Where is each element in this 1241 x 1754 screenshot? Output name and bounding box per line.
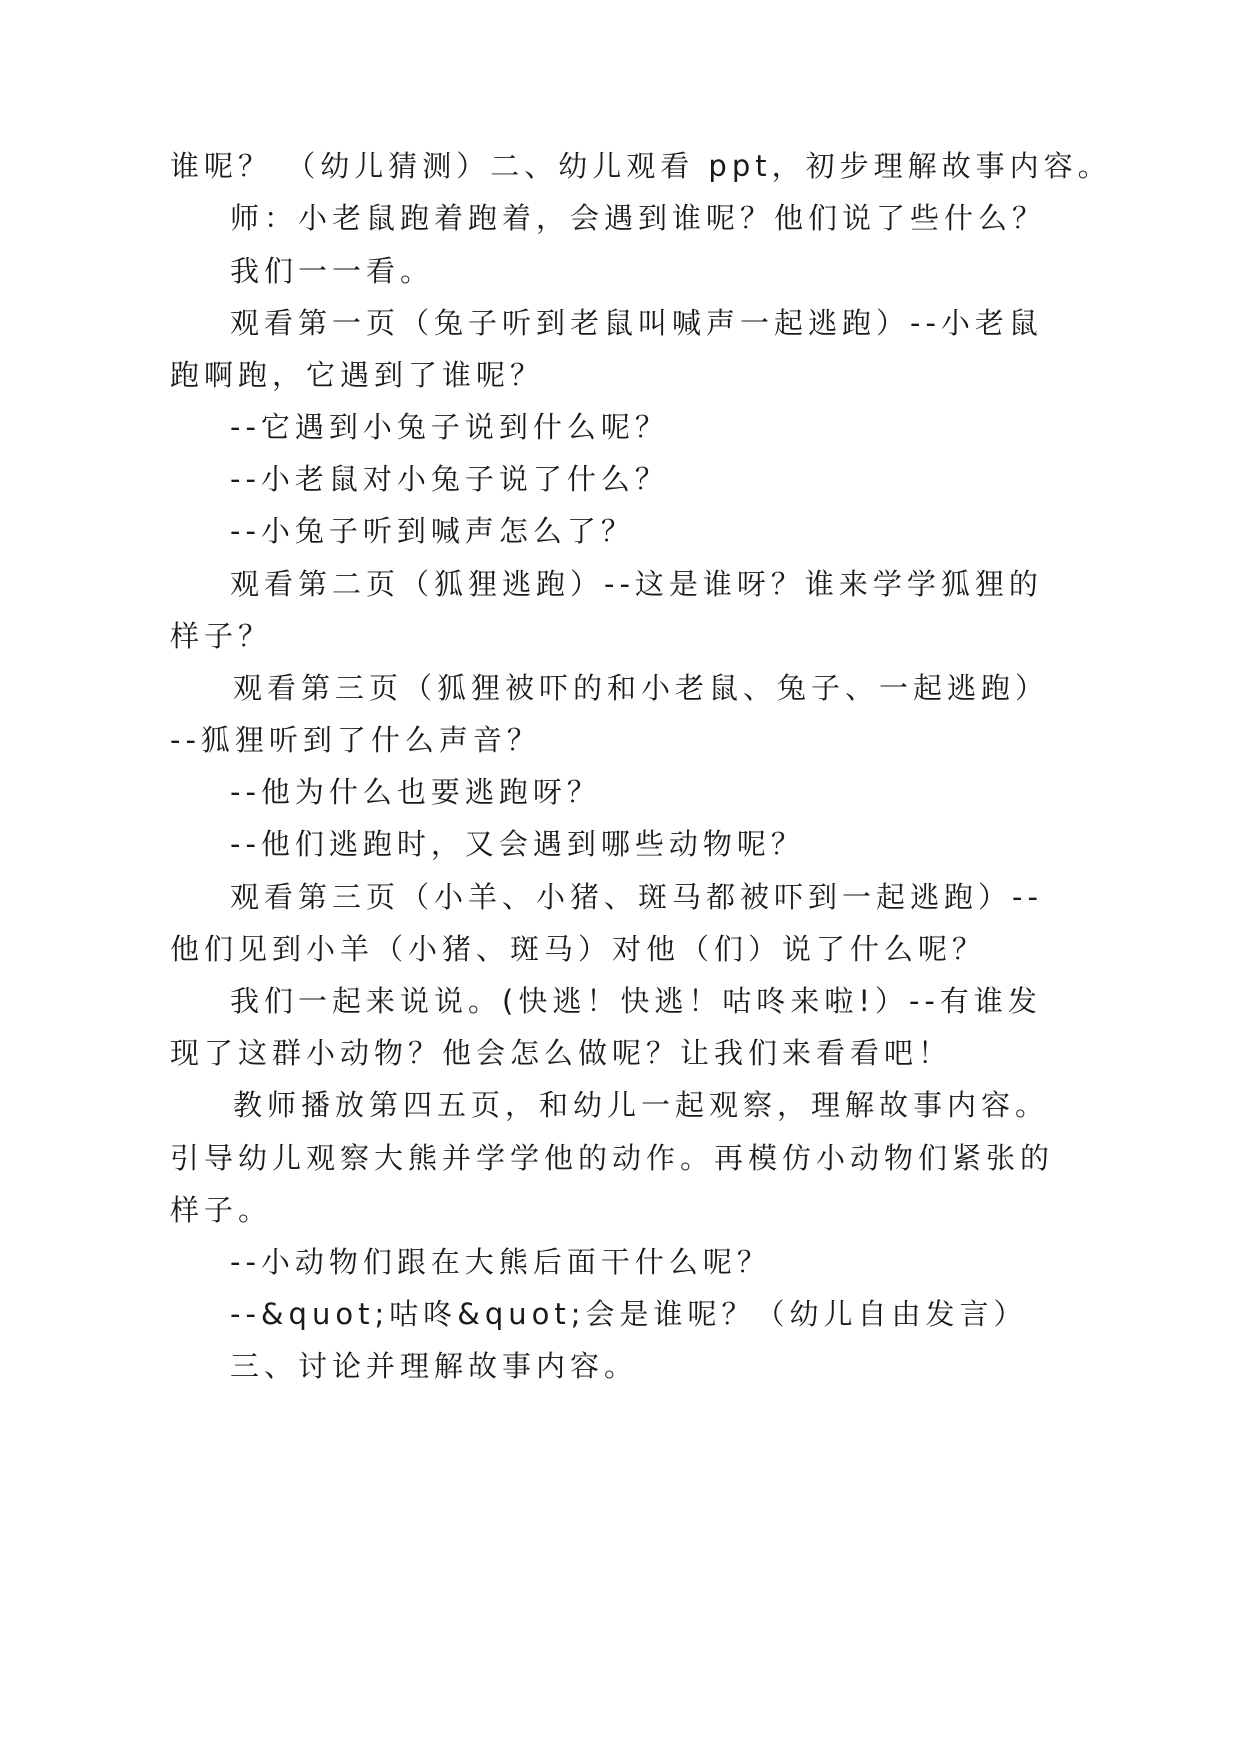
text-line-24: 三、讨论并理解故事内容。 (230, 1349, 639, 1383)
text-line-18: 现了这群小动物？他会怎么做呢？让我们来看看吧！ (170, 1036, 953, 1070)
text-line-16: 他们见到小羊（小猪、斑马）对他（们）说了什么呢？ (170, 932, 987, 966)
text-line-12: --狐狸听到了什么声音？ (170, 723, 541, 757)
text-line-22: --小动物们跟在大熊后面干什么呢？ (230, 1245, 771, 1279)
text-line-17: 我们一起来说说。(快逃！快逃！咕咚来啦!）--有谁发 (230, 984, 1042, 1018)
text-line-20: 引导幼儿观察大熊并学学他的动作。再模仿小动物们紧张的 (170, 1141, 1055, 1175)
text-line-6: --它遇到小兔子说到什么呢？ (230, 410, 669, 444)
text-line-2: 师：小老鼠跑着跑着，会遇到谁呢？他们说了些什么？ (230, 201, 1047, 235)
text-line-5: 跑啊跑，它遇到了谁呢？ (170, 358, 545, 392)
text-line-13: --他为什么也要逃跑呀？ (230, 775, 601, 809)
text-line-8: --小兔子听到喊声怎么了？ (230, 514, 635, 548)
text-line-21: 样子。 (170, 1193, 273, 1227)
text-line-1: 谁呢？ （幼儿猜测）二、幼儿观看 ppt，初步理解故事内容。 (170, 149, 1112, 183)
text-line-23: --&quot;咕咚&quot;会是谁呢？（幼儿自由发言） (230, 1297, 1028, 1331)
text-line-11: 观看第三页（狐狸被吓的和小老鼠、兔子、一起逃跑） (233, 671, 1050, 705)
text-line-7: --小老鼠对小兔子说了什么？ (230, 462, 669, 496)
text-line-10: 样子？ (170, 619, 273, 653)
text-line-19: 教师播放第四五页，和幼儿一起观察，理解故事内容。 (233, 1088, 1050, 1122)
text-line-9: 观看第二页（狐狸逃跑）--这是谁呀？谁来学学狐狸的 (230, 567, 1043, 601)
text-line-15: 观看第三页（小羊、小猪、斑马都被吓到一起逃跑）-- (230, 880, 1043, 914)
text-line-14: --他们逃跑时，又会遇到哪些动物呢？ (230, 827, 805, 861)
text-line-3: 我们一一看。 (230, 254, 435, 288)
text-line-4: 观看第一页（兔子听到老鼠叫喊声一起逃跑）--小老鼠 (230, 306, 1043, 340)
